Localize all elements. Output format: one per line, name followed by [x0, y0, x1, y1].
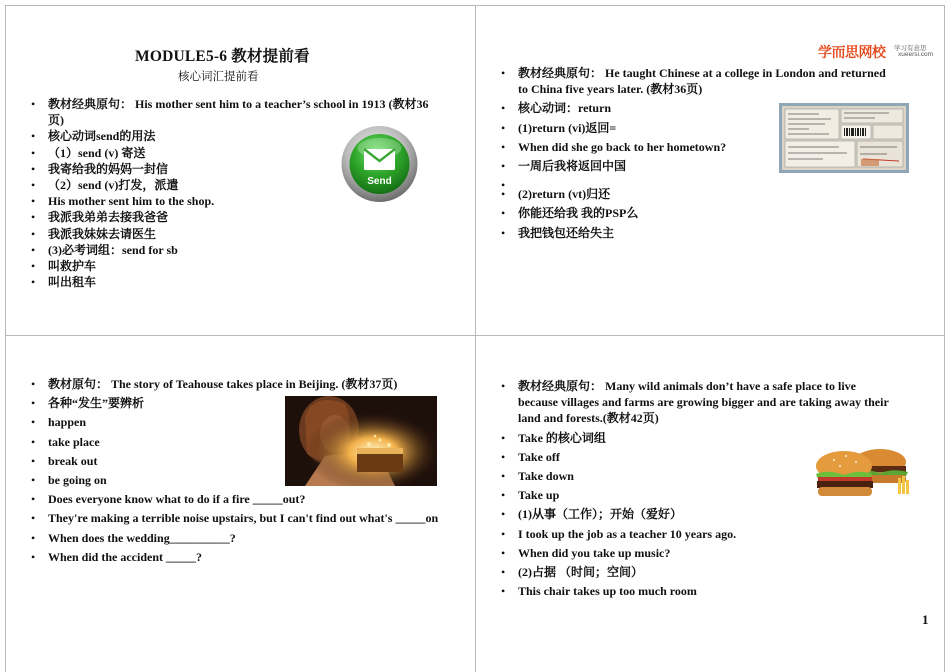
slide-title: MODULE5-6 教材提前看 — [135, 48, 310, 65]
list-item: • (3)必考词组：send for sb — [30, 242, 430, 258]
list-item: • 我把钱包还给失主 — [500, 225, 895, 244]
list-item: • (2)占据 （时间；空间） — [500, 564, 898, 583]
list-item: • 我派我妹妹去请医生 — [30, 226, 430, 242]
logo-url: xueersi.com — [898, 51, 934, 58]
list-item: • Take off — [500, 449, 898, 468]
list-item: • 我寄给我的妈妈一封信 — [30, 161, 430, 177]
list-item: • be going on — [30, 472, 455, 491]
list-item: • (1)从事（工作）；开始（爱好） — [500, 506, 898, 525]
list-item: • 教材原句： The story of Teahouse takes place in Beijing. (教材37页) — [30, 376, 455, 395]
logo-main-text: 学而思网校 — [818, 45, 886, 61]
list-item: • 核心动词：return — [500, 100, 895, 119]
slide-2 — [476, 6, 944, 335]
list-item: • They're making a terrible noise upstairs, but I can't find out what's _____on — [30, 510, 455, 529]
list-item: • This chair takes up too much room — [500, 583, 898, 602]
list-item: • （1）send (v) 寄送 — [30, 145, 430, 161]
list-item: • 叫出租车 — [30, 274, 430, 290]
send-icon-label: Send — [367, 176, 392, 187]
list-item: • Take down — [500, 468, 898, 487]
list-item: • 我派我弟弟去接我爸爸 — [30, 209, 430, 225]
treasure-box-image — [285, 396, 437, 486]
slide-1 — [6, 6, 475, 335]
list-item: • (1)return (vi)返回= — [500, 120, 895, 139]
slide-4 — [476, 336, 944, 672]
page-number: 1 — [922, 612, 929, 627]
send-mail-icon — [335, 122, 424, 206]
list-item: • 核心动词send的用法 — [30, 128, 430, 144]
slide-3 — [6, 336, 475, 672]
list-item: • 你能还给我 我的PSP么 — [500, 205, 895, 224]
list-item: • happen — [30, 414, 455, 433]
burger-image — [806, 440, 914, 500]
list-gap — [500, 177, 895, 186]
list-item: • 教材经典原句： He taught Chinese at a college in London and returned to China five years later. (教材36页) — [500, 65, 895, 100]
logo-tagline: 学习有意思 — [894, 44, 927, 52]
list-item: • 教材经典原句： His mother sent him to a teacher’s school in 1913 (教材36页) — [30, 96, 430, 128]
list-item: • When does the wedding__________? — [30, 530, 455, 549]
list-item: • （2）send (v)打发，派遣 — [30, 177, 430, 193]
list-item: • When did you take up music? — [500, 545, 898, 564]
xueersi-logo — [818, 42, 938, 64]
list-item: • 一周后我将返回中国 — [500, 158, 895, 177]
list-item: • Does everyone know what to do if a fire _____out? — [30, 491, 455, 510]
list-item: • (2)return (vt)归还 — [500, 186, 895, 205]
list-item: • 各种“发生”要辨析 — [30, 395, 455, 414]
slide-subtitle: 核心词汇提前看 — [178, 71, 259, 83]
list-item: • 教材经典原句： Many wild animals don’t have a safe place to live because villages and farms are growing bigger and are taking away their land and forests.(教材42页) — [500, 378, 898, 430]
list-item: • I took up the job as a teacher 10 years ago. — [500, 526, 898, 545]
parcel-label-image — [779, 103, 909, 173]
list-item: • break out — [30, 453, 455, 472]
list-item: • His mother sent him to the shop. — [30, 193, 430, 209]
list-item: • When did she go back to her hometown? — [500, 139, 895, 158]
list-item: • 叫救护车 — [30, 258, 430, 274]
list-item: • Take 的核心词组 — [500, 430, 898, 449]
list-item: • Take up — [500, 487, 898, 506]
frame-right — [944, 5, 945, 672]
list-item: • When did the accident _____? — [30, 549, 455, 568]
list-item: • take place — [30, 434, 455, 453]
